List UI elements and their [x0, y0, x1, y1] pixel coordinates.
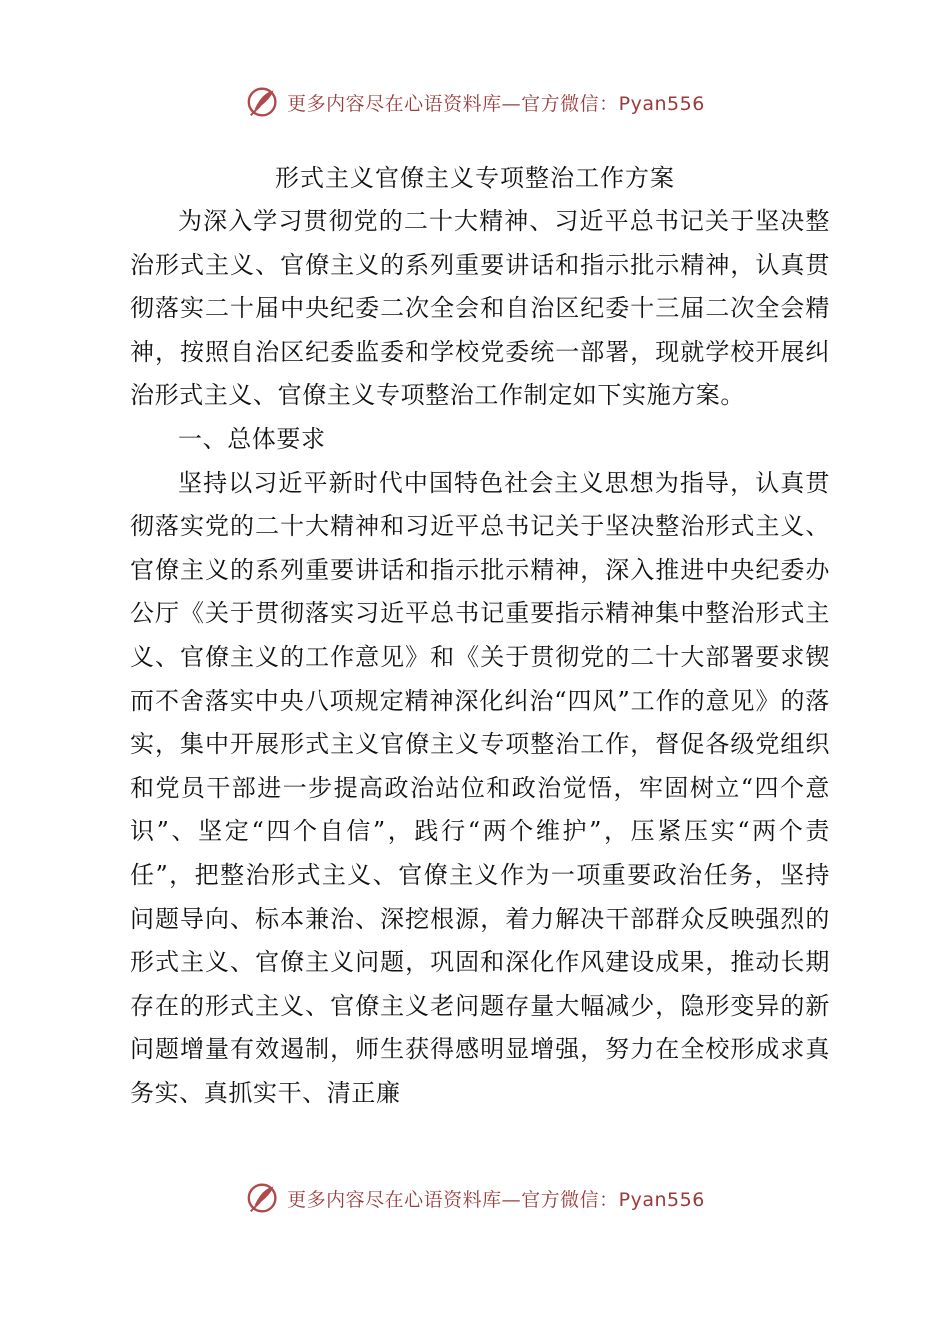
- watermark-wechat-id: Pyan556: [618, 1188, 705, 1211]
- watermark-text-cn: 更多内容尽在心语资料库—官方微信：: [287, 92, 619, 115]
- document-title: 形式主义官僚主义专项整治工作方案: [275, 164, 675, 192]
- watermark-wechat-id: Pyan556: [618, 92, 705, 115]
- document-body: [130, 200, 830, 1115]
- intro-paragraph: 为深入学习贯彻党的二十大精神、习近平总书记关于坚决整治形式主义、官僚主义的系列重要讲话和指示批示精神，认真贯彻落实二十届中央纪委二次全会和自治区纪委十三届二次全会精神，按照自治区纪委监委和学校党委统一部署，现就学校开展纠治形式主义、官僚主义专项整治工作制定如下实施方案。: [130, 207, 830, 410]
- watermark-banner-top: [0, 82, 950, 122]
- section-paragraph: 坚持以习近平新时代中国特色社会主义思想为指导，认真贯彻落实党的二十大精神和习近平总书记关于坚决整治形式主义、官僚主义的系列重要讲话和指示批示精神，深入推进中央纪委办公厅《关于贯彻落实习近平总书记重要指示精神集中整治形式主义、官僚主义的工作意见》和《关于贯彻党的二十大部署要求锲而不舍落实中央八项规定精神深化纠治“四风”工作的意见》的落实，集中开展形式主义官僚主义专项整治工作，督促各级党组织和党员干部进一步提高政治站位和政治觉悟，牢固树立“四个意识”、坚定“四个自信”，践行“两个维护”，压紧压实“两个责任”，把整治形式主义、官僚主义作为一项重要政治任务，坚持问题导向、标本兼治、深挖根源，着力解决干部群众反映强烈的形式主义、官僚主义问题，巩固和深化作风建设成果，推动长期存在的形式主义、官僚主义老问题存量大幅减少，隐形变异的新问题增量有效遏制，师生获得感明显增强，努力在全校形成求真务实、真抓实干、清正廉: [130, 468, 830, 1107]
- watermark-text: [287, 1185, 705, 1212]
- pen-logo-icon: [245, 1179, 283, 1217]
- watermark-banner-bottom: [0, 1178, 950, 1218]
- watermark-text: [287, 89, 705, 116]
- pen-logo-icon: [245, 83, 283, 121]
- section-heading: 一、总体要求: [178, 424, 326, 453]
- watermark-text-cn: 更多内容尽在心语资料库—官方微信：: [287, 1188, 619, 1211]
